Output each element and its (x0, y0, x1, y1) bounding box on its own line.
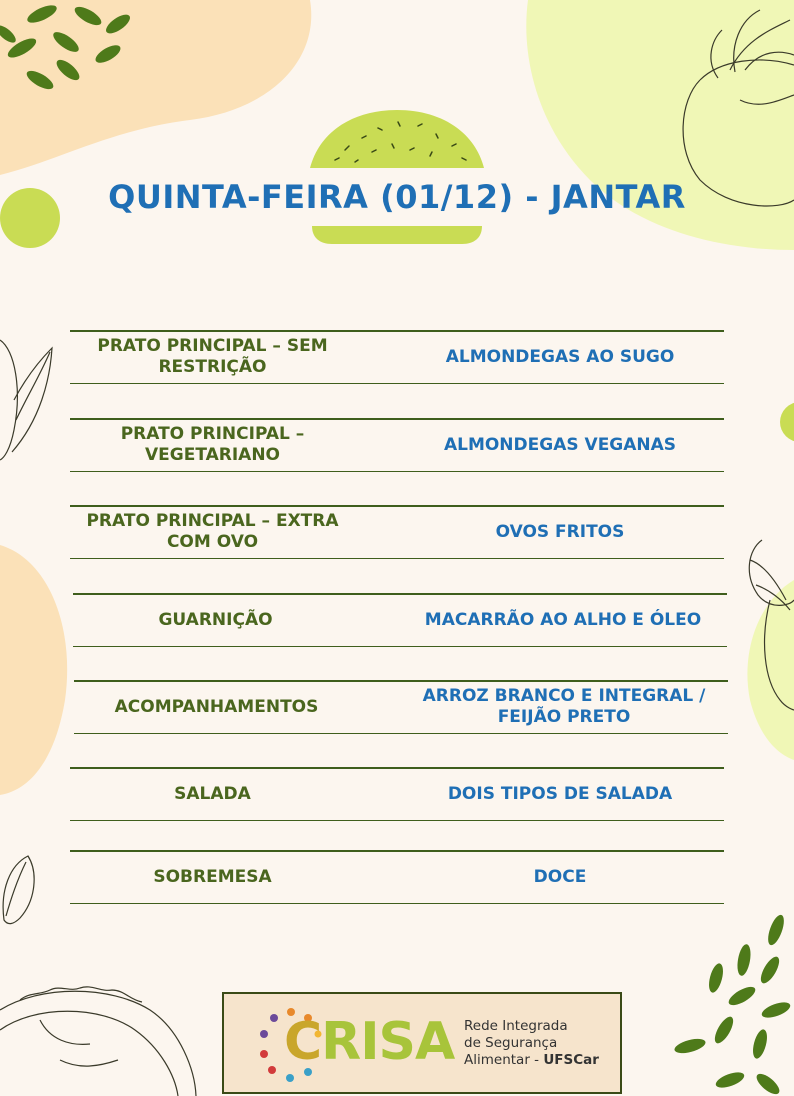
row-rule-bottom (70, 558, 724, 560)
menu-row (70, 850, 724, 904)
menu-row (74, 680, 728, 734)
menu-row (70, 505, 724, 559)
tagline-university: UFSCar (543, 1052, 599, 1068)
row-rule-bottom (70, 471, 724, 473)
menu-row (73, 593, 727, 647)
row-rule-bottom (74, 733, 728, 735)
row-rule-bottom (73, 646, 727, 648)
row-rule-bottom (70, 820, 724, 822)
leaf-outline-bottom-left-icon (3, 856, 34, 924)
menu-category: PRATO PRINCIPAL – SEM RESTRIÇÃO (97, 336, 328, 377)
menu-category: SOBREMESA (153, 866, 272, 887)
menu-dish: ALMONDEGAS AO SUGO (445, 346, 675, 367)
menu-dish: ARROZ BRANCO E INTEGRAL / FEIJÃO PRETO (422, 686, 706, 727)
menu-category: GUARNIÇÃO (158, 609, 273, 630)
menu-row (70, 767, 724, 821)
menu-category: PRATO PRINCIPAL – VEGETARIANO (120, 424, 305, 465)
tagline-line-3 (464, 1052, 599, 1069)
taco-outline-icon (0, 987, 196, 1096)
row-rule-bottom (70, 903, 724, 905)
peach-blob-left (0, 545, 67, 795)
logo-tagline (464, 1018, 599, 1069)
menu-dish: MACARRÃO AO ALHO E ÓLEO (424, 609, 702, 630)
menu-category: SALADA (174, 783, 251, 804)
menu-category: ACOMPANHAMENTOS (114, 696, 319, 717)
tagline-prefix: Alimentar - (464, 1052, 544, 1068)
leaf-outline-left-icon (0, 340, 52, 460)
menu-dish: OVOS FRITOS (495, 521, 625, 542)
bun-bottom-icon (312, 226, 482, 244)
menu-dish: DOIS TIPOS DE SALADA (447, 783, 673, 804)
row-rule-bottom (70, 383, 724, 385)
menu-row (70, 330, 724, 384)
menu-row (70, 418, 724, 472)
menu-dish: ALMONDEGAS VEGANAS (443, 434, 677, 455)
menu-category: PRATO PRINCIPAL – EXTRA COM OVO (86, 511, 339, 552)
tagline-line-1: Rede Integrada (464, 1018, 568, 1034)
crisa-logo (222, 992, 622, 1094)
menu-dish: DOCE (533, 866, 587, 887)
logo-wordmark: CRISA (284, 1012, 455, 1072)
tagline-line-2: de Segurança (464, 1035, 558, 1051)
leaves-bottom-right-icon (673, 913, 792, 1096)
lime-circle-right (780, 402, 794, 442)
page-title: QUINTA-FEIRA (01/12) - JANTAR (108, 178, 686, 216)
